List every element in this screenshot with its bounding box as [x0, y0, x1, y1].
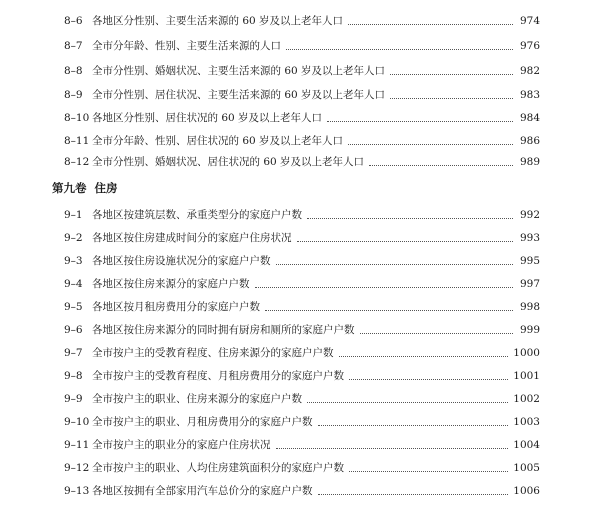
toc-entry[interactable]	[64, 63, 540, 79]
dot-leader	[348, 23, 513, 25]
entry-title: 各地区按住房建成时间分的家庭户住房状况	[92, 232, 292, 244]
dot-leader	[265, 309, 513, 311]
toc-entry[interactable]	[64, 154, 540, 170]
toc-entry[interactable]	[64, 437, 540, 453]
entry-page-number: 984	[519, 112, 540, 124]
entry-number: 9–5	[64, 301, 83, 313]
entry-number: 9–7	[64, 347, 83, 359]
entry-page-number: 974	[519, 15, 540, 27]
entry-title: 各地区分性别、主要生活来源的 60 岁及以上老年人口	[92, 15, 344, 27]
entry-title: 各地区按月租房费用分的家庭户户数	[92, 301, 260, 313]
toc-entry[interactable]	[64, 368, 540, 384]
entry-page-number: 1004	[513, 439, 540, 451]
toc-entry[interactable]	[64, 299, 540, 315]
entry-title: 各地区按住房来源分的同时拥有厨房和厕所的家庭户户数	[92, 324, 355, 336]
entry-title: 各地区按拥有全部家用汽车总价分的家庭户户数	[92, 485, 313, 497]
entry-title: 全市分年龄、性别、居住状况的 60 岁及以上老年人口	[92, 135, 344, 147]
entry-number: 8–10	[64, 112, 90, 124]
entry-page-number: 1001	[513, 370, 540, 382]
entry-title: 全市分年龄、性别、主要生活来源的人口	[92, 40, 281, 52]
dot-leader	[349, 470, 508, 472]
toc-entry[interactable]	[64, 230, 540, 246]
toc-entry[interactable]	[64, 460, 540, 476]
dot-leader	[369, 164, 513, 166]
toc-entry[interactable]	[64, 207, 540, 223]
entry-number: 9–11	[64, 439, 90, 451]
entry-page-number: 993	[519, 232, 540, 244]
entry-title: 全市按户主的职业、人均住房建筑面积分的家庭户户数	[92, 462, 344, 474]
dot-leader	[390, 73, 513, 75]
entry-title: 各地区按住房设施状况分的家庭户户数	[92, 255, 271, 267]
dot-leader	[318, 493, 509, 495]
entry-page-number: 983	[519, 89, 540, 101]
section-heading[interactable]	[52, 180, 118, 196]
entry-page-number: 989	[519, 156, 540, 168]
entry-number: 8–6	[64, 15, 83, 27]
volume-label: 第九卷	[52, 181, 87, 195]
entry-number: 9–9	[64, 393, 83, 405]
section-name: 住房	[94, 181, 118, 195]
entry-title: 全市按户主的职业、月租房费用分的家庭户户数	[92, 416, 313, 428]
entry-title: 全市分性别、婚姻状况、主要生活来源的 60 岁及以上老年人口	[92, 65, 386, 77]
entry-number: 8–7	[64, 40, 83, 52]
entry-page-number: 998	[519, 301, 540, 313]
entry-title: 全市按户主的职业、住房来源分的家庭户户数	[92, 393, 302, 405]
entry-number: 9–12	[64, 462, 90, 474]
entry-page-number: 1002	[513, 393, 540, 405]
toc-entry[interactable]	[64, 414, 540, 430]
entry-title: 全市按户主的受教育程度、住房来源分的家庭户户数	[92, 347, 334, 359]
entry-number: 9–6	[64, 324, 83, 336]
entry-number: 8–8	[64, 65, 83, 77]
entry-title: 各地区按建筑层数、承重类型分的家庭户户数	[92, 209, 302, 221]
toc-entry[interactable]	[64, 13, 540, 29]
dot-leader	[349, 378, 508, 380]
entry-title: 全市按户主的受教育程度、月租房费用分的家庭户户数	[92, 370, 344, 382]
dot-leader	[286, 48, 513, 50]
entry-title: 全市分性别、婚姻状况、居住状况的 60 岁及以上老年人口	[92, 156, 365, 168]
toc-entry[interactable]	[64, 38, 540, 54]
entry-title: 全市分性别、居住状况、主要生活来源的 60 岁及以上老年人口	[92, 89, 386, 101]
entry-number: 9–4	[64, 278, 83, 290]
entry-page-number: 982	[519, 65, 540, 77]
entry-title: 各地区分性别、居住状况的 60 岁及以上老年人口	[92, 112, 323, 124]
entry-page-number: 976	[519, 40, 540, 52]
entry-page-number: 986	[519, 135, 540, 147]
dot-leader	[390, 97, 513, 99]
entry-page-number: 1003	[513, 416, 540, 428]
toc-entry[interactable]	[64, 87, 540, 103]
toc-entry[interactable]	[64, 253, 540, 269]
dot-leader	[255, 286, 514, 288]
entry-page-number: 995	[519, 255, 540, 267]
entry-page-number: 1006	[513, 485, 540, 497]
dot-leader	[276, 447, 509, 449]
dot-leader	[318, 424, 509, 426]
dot-leader	[276, 263, 514, 265]
dot-leader	[327, 120, 513, 122]
toc-entry[interactable]	[64, 110, 540, 126]
entry-number: 9–2	[64, 232, 83, 244]
entry-number: 9–8	[64, 370, 83, 382]
entry-page-number: 999	[519, 324, 540, 336]
entry-page-number: 1005	[513, 462, 540, 474]
entry-number: 9–10	[64, 416, 90, 428]
entry-number: 8–12	[64, 156, 90, 168]
dot-leader	[339, 355, 509, 357]
dot-leader	[307, 401, 508, 403]
toc-entry[interactable]	[64, 322, 540, 338]
entry-page-number: 997	[519, 278, 540, 290]
toc-entry[interactable]	[64, 483, 540, 499]
entry-page-number: 992	[519, 209, 540, 221]
dot-leader	[348, 143, 513, 145]
entry-number: 8–9	[64, 89, 83, 101]
toc-entry[interactable]	[64, 276, 540, 292]
dot-leader	[307, 217, 513, 219]
entry-title: 各地区按住房来源分的家庭户户数	[92, 278, 250, 290]
toc-entry[interactable]	[64, 133, 540, 149]
toc-entry[interactable]	[64, 391, 540, 407]
entry-number: 9–13	[64, 485, 90, 497]
toc-entry[interactable]	[64, 345, 540, 361]
entry-number: 9–1	[64, 209, 83, 221]
entry-page-number: 1000	[513, 347, 540, 359]
entry-number: 8–11	[64, 135, 90, 147]
entry-number: 9–3	[64, 255, 83, 267]
dot-leader	[297, 240, 514, 242]
dot-leader	[360, 332, 514, 334]
entry-title: 全市按户主的职业分的家庭户住房状况	[92, 439, 271, 451]
